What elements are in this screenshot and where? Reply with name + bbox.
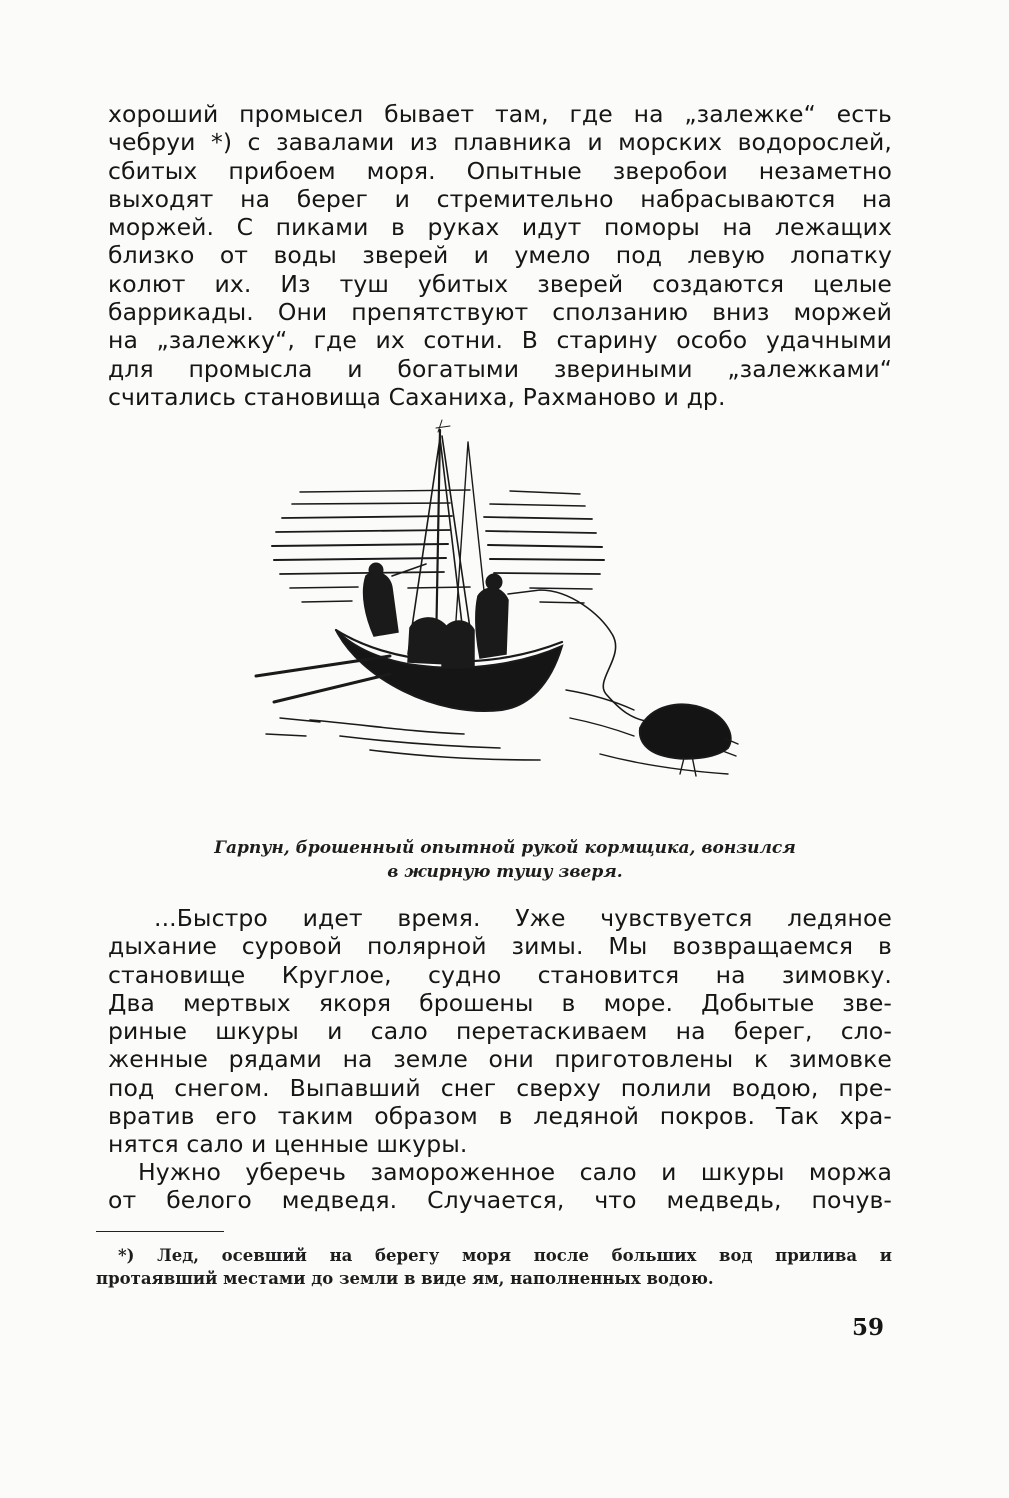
- text-line: хороший промысел бывает там, где на „залежке“ есть: [108, 100, 892, 128]
- text-line: ...Быстро идет время. Уже чувствуется ледяное: [154, 904, 892, 932]
- text-line: сбитых прибоем моря. Опытные зверобои незаметно: [108, 156, 892, 185]
- footnote-line: протаявший местами до земли в виде ям, наполненных водою.: [96, 1269, 714, 1288]
- caption-line: Гарпун, брошенный опытной рукой кормщика, вонзился: [214, 838, 796, 858]
- paragraph-3: [108, 1158, 892, 1215]
- text-line: моржей. С пиками в руках идут поморы на лежащих: [108, 213, 892, 242]
- text-line: женные рядами на земле они приготовлены к зимовке: [108, 1045, 892, 1074]
- text-line: на „залежку“, где их сотни. В старину особо удачными: [108, 326, 892, 355]
- text-line: колют их. Из туш убитых зверей создаются целые: [108, 269, 892, 298]
- paragraph-2: [108, 904, 892, 1159]
- text-line: для промысла и богатыми звериными „залежками“: [108, 354, 892, 383]
- text-line: вратив его таким образом в ледяной покров. Так хра-: [108, 1102, 892, 1131]
- text-line: от белого медведя. Случается, что медведь, почув-: [108, 1186, 892, 1215]
- illustration-walrus-hunt: [240, 418, 740, 818]
- text-line: считались становища Саханиха, Рахманово и др.: [108, 382, 726, 411]
- paragraph-1: [108, 100, 892, 411]
- text-line: выходят на берег и стремительно набрасываются на: [108, 184, 892, 213]
- text-line: Нужно уберечь замороженное сало и шкуры моржа: [138, 1158, 892, 1186]
- text-line: риные шкуры и сало перетаскиваем на берег, сло-: [108, 1017, 892, 1046]
- text-line: близко от воды зверей и умело под левую лопатку: [108, 241, 892, 270]
- text-line: баррикады. Они препятствуют сползанию вниз моржей: [108, 298, 892, 327]
- footnote: [96, 1244, 892, 1290]
- text-line: нятся сало и ценные шкуры.: [108, 1130, 468, 1159]
- page-number: 59: [852, 1314, 885, 1341]
- text-line: становище Круглое, судно становится на зимовку.: [108, 960, 892, 989]
- figure-caption: [160, 836, 850, 884]
- footnote-divider: [96, 1231, 224, 1232]
- text-line: дыхание суровой полярной зимы. Мы возвращаемся в: [108, 932, 892, 961]
- footnote-line: *) Лед, осевший на берегу моря после больших вод прилива и: [118, 1246, 892, 1265]
- text-line: чебруи *) с завалами из плавника и морских водорослей,: [108, 128, 892, 157]
- caption-line: в жирную тушу зверя.: [387, 862, 623, 882]
- text-line: Два мертвых якоря брошены в море. Добытые зве-: [108, 988, 892, 1017]
- text-line: под снегом. Выпавший снег сверху полили водою, пре-: [108, 1073, 892, 1102]
